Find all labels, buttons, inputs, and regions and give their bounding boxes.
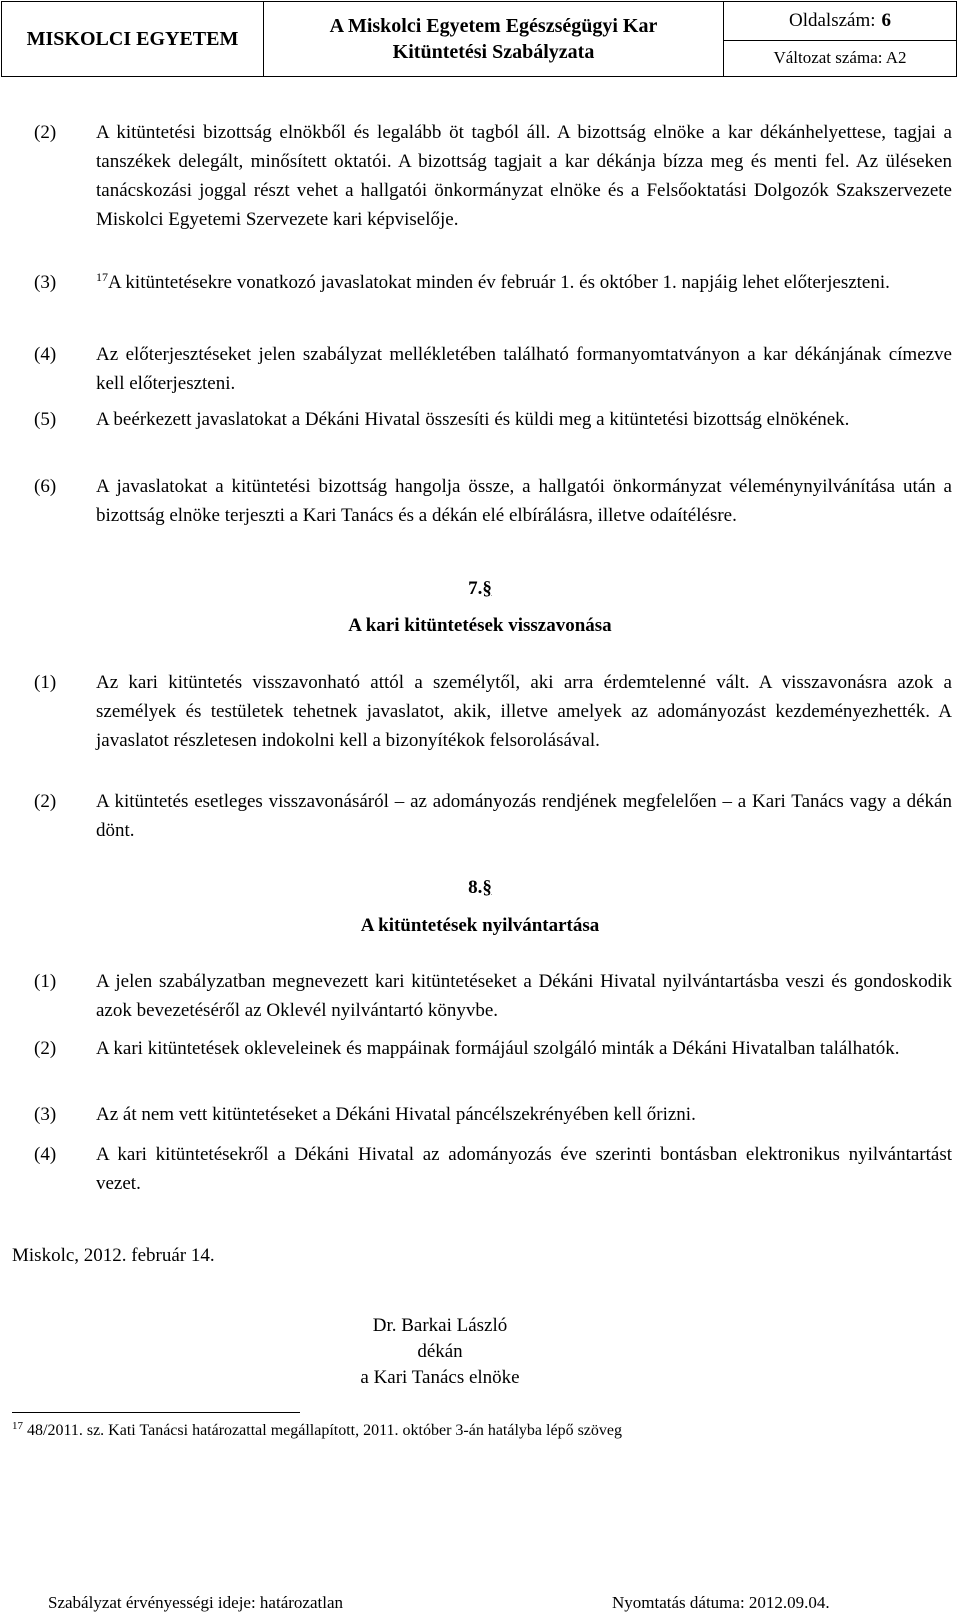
item-number: (2) [34, 791, 57, 812]
list-item [12, 472, 952, 530]
footnote-number: 17 [12, 1420, 23, 1432]
signatory-position: a Kari Tanács elnöke [360, 1367, 520, 1388]
item-number: (3) [34, 272, 57, 293]
footnote-separator [12, 1412, 300, 1413]
item-number: (1) [34, 672, 57, 693]
list-item [12, 787, 952, 845]
item-text: A kari kitüntetésekről a Dékáni Hivatal az adományozás éve szerinti bontásban elektronikus nyilvántartást vezet. [96, 1144, 952, 1194]
section-8-number [0, 874, 960, 902]
item-number: (6) [34, 476, 57, 497]
item-number: (4) [34, 344, 57, 365]
section-symbol: § [482, 578, 492, 599]
footnote-text: 48/2011. sz. Kati Tanácsi határozattal megállapított, 2011. október 3-án hatályba lépő szöveg [27, 1422, 622, 1439]
page-number-row [724, 2, 956, 41]
section-number: 8. [468, 877, 483, 898]
item-number: (2) [34, 122, 57, 143]
item-text: A kitüntetés esetleges visszavonásáról – az adományozás rendjének megfelelően – a Kari Tanács vagy a dékán dönt. [96, 791, 952, 841]
footnote-reference: 17 [96, 270, 108, 284]
item-number: (5) [34, 409, 57, 430]
signatory-name: Dr. Barkai László [372, 1315, 508, 1336]
signatory-role: dékán [417, 1341, 463, 1362]
section-symbol: § [482, 877, 492, 898]
page-number: 6 [881, 10, 892, 31]
version-label: Változat száma: A2 [773, 48, 907, 67]
item-text: Az át nem vett kitüntetéseket a Dékáni Hivatal páncélszekrényében kell őrizni. [96, 1104, 696, 1125]
item-number: (3) [34, 1104, 57, 1125]
item-text: A kitüntetésekre vonatkozó javaslatokat minden év február 1. és október 1. napjáig lehet előterjeszteni. [108, 272, 890, 293]
item-text: A kitüntetési bizottság elnökből és legalább öt tagból áll. A bizottság elnöke a kar dékánhelyettese, tagjai a tanszékek delegált, minősített oktatói. A bizottság tagjait a kar dékánja bízza meg és menti fel. Az üléseken tanácskozási joggal részt vehet a hallgatói önkormányzat elnöke és a Felsőoktatási Dolgozók Szakszervezete Miskolci Egyetemi Szervezete kari képviselője. [96, 122, 952, 230]
item-number: (2) [34, 1038, 57, 1059]
place-date: Miskolc, 2012. február 14. [12, 1245, 215, 1266]
list-item [12, 405, 952, 434]
document-title [264, 2, 724, 76]
section-8-title: A kitüntetések nyilvántartása [360, 915, 600, 936]
section-number: 7. [468, 578, 483, 599]
list-item [12, 1140, 952, 1198]
page-number-label: Oldalszám: [788, 10, 876, 31]
item-text: Az kari kitüntetés visszavonható attól a személytől, aki arra érdemtelenné vált. A visszavonásra azok a személyek és testületek tehetnek javaslatot, akik, illetve amelyek az adományozást kezdeményezhették. A javaslatot részletesen indokolni kell a bizonyítékok felsorolásával. [96, 672, 952, 751]
list-item [12, 268, 952, 297]
section-7-number [0, 575, 960, 603]
footer-validity: Szabályzat érvényességi ideje: határozatlan [48, 1593, 343, 1612]
document-title-line1: A Miskolci Egyetem Egészségügyi Kar [329, 15, 658, 37]
item-text: A kari kitüntetések okleveleinek és mappáinak formájául szolgáló minták a Dékáni Hivatalban találhatók. [96, 1038, 900, 1059]
document-header [1, 1, 957, 77]
university-name: MISKOLCI EGYETEM [2, 2, 264, 76]
item-text: A jelen szabályzatban megnevezett kari kitüntetéseket a Dékáni Hivatal nyilvántartásba veszi és gondoskodik azok bevezetéséről az Oklevél nyilvántartó könyvbe. [96, 971, 952, 1021]
list-item [12, 967, 952, 1025]
footer-print-date: Nyomtatás dátuma: 2012.09.04. [612, 1593, 830, 1612]
item-text: A beérkezett javaslatokat a Dékáni Hivatal összesíti és küldi meg a kitüntetési bizottság elnökének. [96, 409, 850, 430]
list-item [12, 118, 952, 234]
list-item [12, 1100, 952, 1129]
footnote [12, 1420, 622, 1442]
section-7-title: A kari kitüntetések visszavonása [348, 615, 612, 636]
list-item [12, 1034, 952, 1063]
item-number: (1) [34, 971, 57, 992]
list-item [12, 340, 952, 398]
item-text: Az előterjesztéseket jelen szabályzat mellékletében található formanyomtatványon a kar dékánjának címezve kell előterjeszteni. [96, 344, 952, 394]
item-text: A javaslatokat a kitüntetési bizottság hangolja össze, a hallgatói önkormányzat véleménynyilvánítása után a bizottság elnöke terjeszti a Kari Tanács és a dékán elé elbírálásra, illetve odaítélésre. [96, 476, 952, 526]
list-item [12, 668, 952, 755]
page-info [724, 2, 956, 76]
document-title-line2: Kitüntetési Szabályzata [392, 41, 595, 63]
item-number: (4) [34, 1144, 57, 1165]
item-text-wrapper [96, 268, 952, 297]
